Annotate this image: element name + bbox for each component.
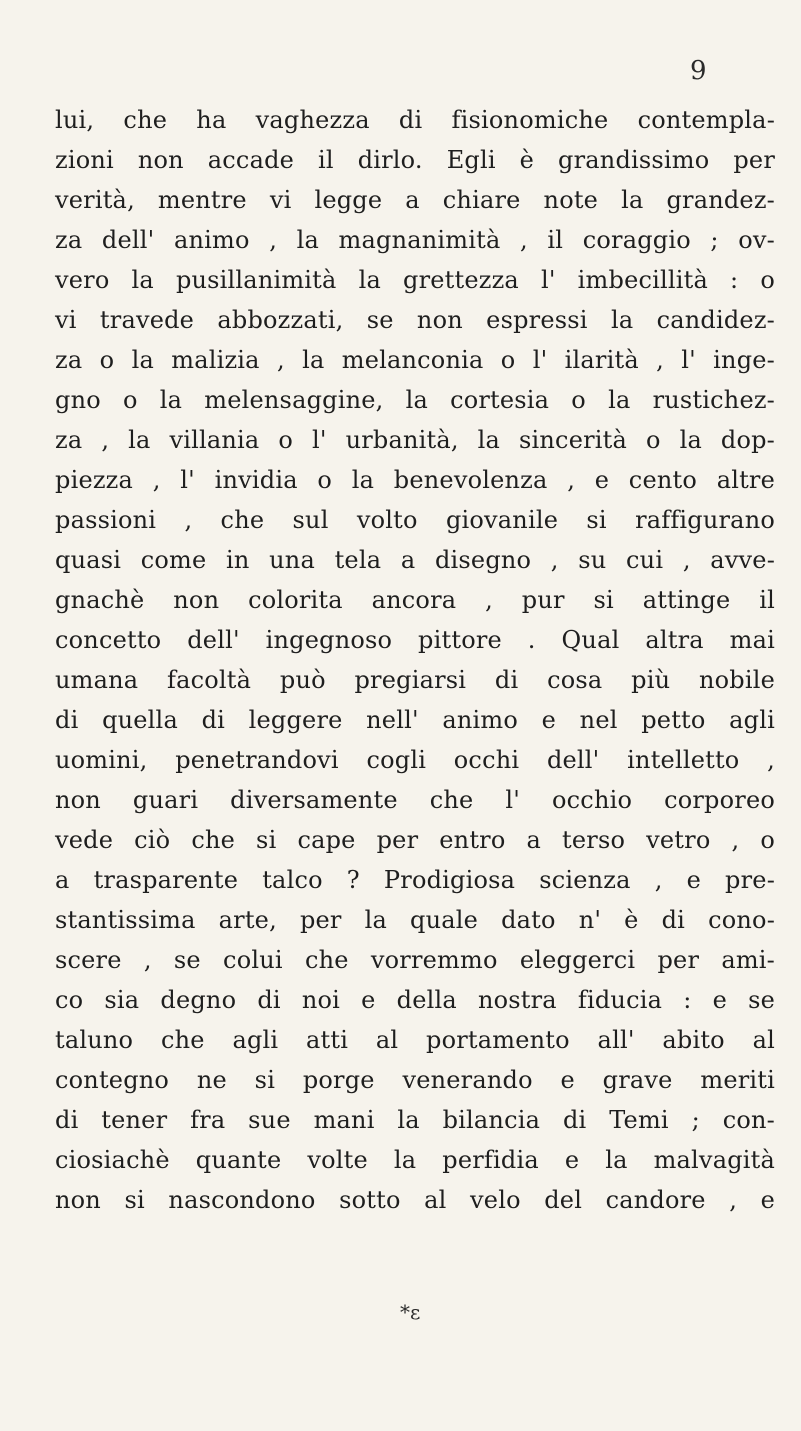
text-line: ciosiachè quante volte la perfidia e la malvagità [55,1146,775,1174]
text-line: lui, che ha vaghezza di fisionomiche contempla- [55,106,775,134]
text-line: non guari diversamente che l' occhio corporeo [55,786,775,814]
body-text [55,100,775,1220]
text-line: verità, mentre vi legge a chiare note la grandez- [55,186,775,214]
text-line: di tener fra sue mani la bilancia di Temi ; con- [55,1106,775,1134]
text-line: za dell' animo , la magnanimità , il coraggio ; ov- [55,226,775,254]
text-line: non si nascondono sotto al velo del candore , e [55,1186,775,1214]
text-line: piezza , l' invidia o la benevolenza , e cento altre [55,466,775,494]
text-line: scere , se colui che vorremmo eleggerci per ami- [55,946,775,974]
text-line: contegno ne si porge venerando e grave meriti [55,1066,775,1094]
text-line: di quella di leggere nell' animo e nel petto agli [55,706,775,734]
text-line: taluno che agli atti al portamento all' abito al [55,1026,775,1054]
page-number: 9 [690,56,707,86]
text-line: vero la pusillanimità la grettezza l' imbecillità : o [55,266,775,294]
text-line: quasi come in una tela a disegno , su cui , avve- [55,546,775,574]
text-line: a trasparente talco ? Prodigiosa scienza , e pre- [55,866,775,894]
text-line: vede ciò che si cape per entro a terso vetro , o [55,826,775,854]
text-line: za , la villania o l' urbanità, la sincerità o la dop- [55,426,775,454]
text-line: passioni , che sul volto giovanile si raffigurano [55,506,775,534]
text-line: za o la malizia , la melanconia o l' ilarità , l' inge- [55,346,775,374]
text-line: concetto dell' ingegnoso pittore . Qual altra mai [55,626,775,654]
text-line: gno o la melensaggine, la cortesia o la rustichez- [55,386,775,414]
signature-mark: *ε [400,1300,421,1324]
text-line: stantissima arte, per la quale dato n' è di cono- [55,906,775,934]
text-line: co sia degno di noi e della nostra fiducia : e se [55,986,775,1014]
text-line: zioni non accade il dirlo. Egli è grandissimo per [55,146,775,174]
text-line: umana facoltà può pregiarsi di cosa più nobile [55,666,775,694]
text-line: uomini, penetrandovi cogli occhi dell' intelletto , [55,746,775,774]
text-line: vi travede abbozzati, se non espressi la candidez- [55,306,775,334]
text-line: gnachè non colorita ancora , pur si attinge il [55,586,775,614]
